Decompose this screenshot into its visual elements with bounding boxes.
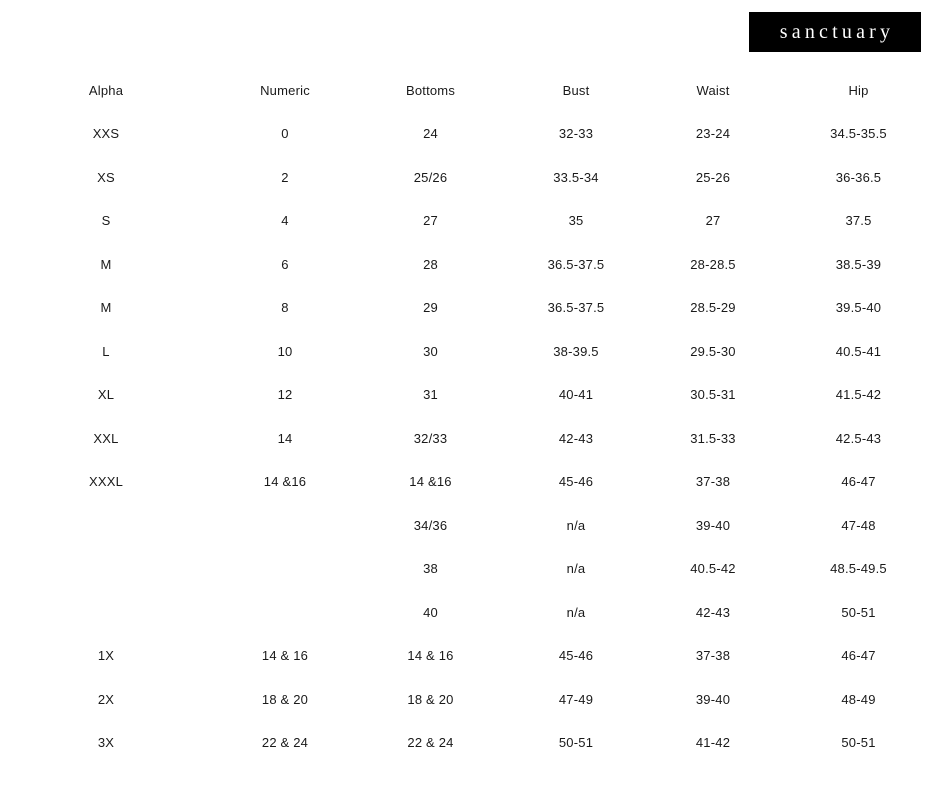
cell-hip: 42.5-43: [835, 430, 882, 446]
cell-bust: 50-51: [558, 735, 594, 751]
table-row: [0, 591, 940, 635]
column-header-waist: Waist: [696, 82, 730, 98]
cell-alpha: XXS: [92, 126, 120, 142]
cell-hip: 46-47: [841, 648, 876, 664]
cell-bust: n/a: [566, 517, 586, 533]
column-header-hip: Hip: [848, 82, 869, 98]
cell-bust: 35: [568, 213, 584, 229]
cell-hip: 46-47: [841, 474, 876, 490]
cell-bottoms: 25/26: [413, 169, 448, 185]
table-row: [0, 417, 940, 461]
table-row: [0, 634, 940, 678]
cell-bottoms: 28: [423, 256, 438, 272]
column-header-bust: Bust: [562, 82, 590, 98]
cell-waist: 25-26: [695, 169, 731, 185]
cell-hip: 48.5-49.5: [830, 561, 887, 577]
cell-alpha: [0, 591, 212, 635]
cell-waist: 39-40: [695, 691, 731, 707]
column-header-bottoms: Bottoms: [405, 82, 456, 98]
cell-numeric: 14 &16: [263, 474, 307, 490]
column-header-numeric: Numeric: [260, 82, 310, 98]
cell-hip: 39.5-40: [835, 300, 882, 316]
cell-waist: 28-28.5: [690, 256, 736, 272]
cell-bust: n/a: [566, 604, 586, 620]
table-row: [0, 199, 940, 243]
cell-numeric: 14: [277, 430, 293, 446]
cell-alpha: [0, 547, 212, 591]
cell-hip: 38.5-39: [835, 256, 882, 272]
cell-numeric: 2: [281, 169, 289, 185]
cell-numeric: 12: [277, 387, 293, 403]
cell-bottoms: 27: [423, 213, 438, 229]
table-row: [0, 330, 940, 374]
table-row: [0, 373, 940, 417]
cell-alpha: M: [100, 300, 112, 316]
cell-bottoms: 14 &16: [409, 474, 452, 490]
cell-bust: 40-41: [558, 387, 594, 403]
cell-waist: 40.5-42: [690, 561, 736, 577]
table-header-row: [0, 68, 940, 112]
column-header-alpha: Alpha: [88, 82, 124, 98]
cell-alpha: S: [101, 213, 111, 229]
cell-waist: 39-40: [695, 517, 731, 533]
cell-bust: 32-33: [558, 126, 594, 142]
brand-logo: [749, 12, 921, 52]
cell-alpha: XS: [97, 169, 115, 185]
cell-bust: 47-49: [558, 691, 594, 707]
cell-alpha: XL: [97, 387, 115, 403]
cell-numeric: 0: [281, 126, 289, 142]
cell-bottoms: 30: [423, 343, 438, 359]
cell-hip: 50-51: [841, 604, 876, 620]
cell-waist: 27: [705, 213, 721, 229]
cell-waist: 41-42: [695, 735, 731, 751]
cell-bust: 45-46: [558, 648, 594, 664]
table-row: [0, 721, 940, 765]
cell-alpha: XXXL: [88, 474, 124, 490]
table-row: [0, 547, 940, 591]
cell-bottoms: 34/36: [413, 517, 448, 533]
cell-bust: 36.5-37.5: [547, 300, 605, 316]
cell-hip: 37.5: [845, 213, 872, 229]
cell-bust: 36.5-37.5: [547, 256, 605, 272]
size-chart-table: [0, 68, 940, 765]
cell-alpha: 2X: [97, 691, 115, 707]
table-row: [0, 678, 940, 722]
cell-numeric: [212, 547, 358, 591]
cell-numeric: 4: [281, 213, 289, 229]
cell-alpha: M: [100, 256, 112, 272]
cell-numeric: 6: [281, 256, 289, 272]
cell-bottoms: 32/33: [413, 430, 448, 446]
cell-waist: 29.5-30: [690, 343, 736, 359]
cell-alpha: 3X: [97, 735, 115, 751]
cell-alpha: XXL: [93, 430, 119, 446]
cell-bottoms: 22 & 24: [407, 735, 454, 751]
cell-bust: 38-39.5: [553, 343, 599, 359]
cell-bust: 45-46: [558, 474, 594, 490]
cell-waist: 28.5-29: [690, 300, 736, 316]
cell-hip: 41.5-42: [835, 387, 882, 403]
cell-numeric: [212, 504, 358, 548]
cell-waist: 37-38: [695, 648, 731, 664]
table-row: [0, 156, 940, 200]
cell-alpha: [0, 504, 212, 548]
cell-waist: 30.5-31: [690, 387, 736, 403]
cell-numeric: 8: [281, 300, 289, 316]
table-row: [0, 112, 940, 156]
cell-hip: 48-49: [841, 691, 876, 707]
cell-bottoms: 38: [423, 561, 438, 577]
cell-bottoms: 14 & 16: [407, 648, 454, 664]
cell-bottoms: 18 & 20: [407, 691, 454, 707]
cell-alpha: 1X: [97, 648, 115, 664]
cell-hip: 34.5-35.5: [830, 126, 887, 142]
cell-bust: 33.5-34: [553, 169, 599, 185]
cell-waist: 31.5-33: [690, 430, 736, 446]
cell-numeric: 14 & 16: [261, 648, 309, 664]
table-row: [0, 460, 940, 504]
cell-hip: 40.5-41: [835, 343, 882, 359]
cell-bottoms: 31: [423, 387, 438, 403]
table-row: [0, 286, 940, 330]
cell-numeric: 22 & 24: [261, 735, 309, 751]
cell-numeric: 18 & 20: [261, 691, 309, 707]
cell-bottoms: 40: [423, 604, 438, 620]
table-row: [0, 243, 940, 287]
cell-numeric: 10: [277, 343, 293, 359]
cell-waist: 37-38: [695, 474, 731, 490]
cell-hip: 47-48: [841, 517, 876, 533]
cell-waist: 23-24: [695, 126, 731, 142]
cell-numeric: [212, 591, 358, 635]
cell-bust: n/a: [566, 561, 586, 577]
brand-name: sanctuary: [779, 20, 895, 43]
cell-hip: 36-36.5: [835, 169, 882, 185]
cell-bottoms: 24: [423, 126, 438, 142]
cell-hip: 50-51: [841, 735, 876, 751]
cell-bust: 42-43: [558, 430, 594, 446]
cell-bottoms: 29: [423, 300, 438, 316]
table-row: [0, 504, 940, 548]
cell-waist: 42-43: [695, 604, 731, 620]
cell-alpha: L: [102, 343, 110, 359]
